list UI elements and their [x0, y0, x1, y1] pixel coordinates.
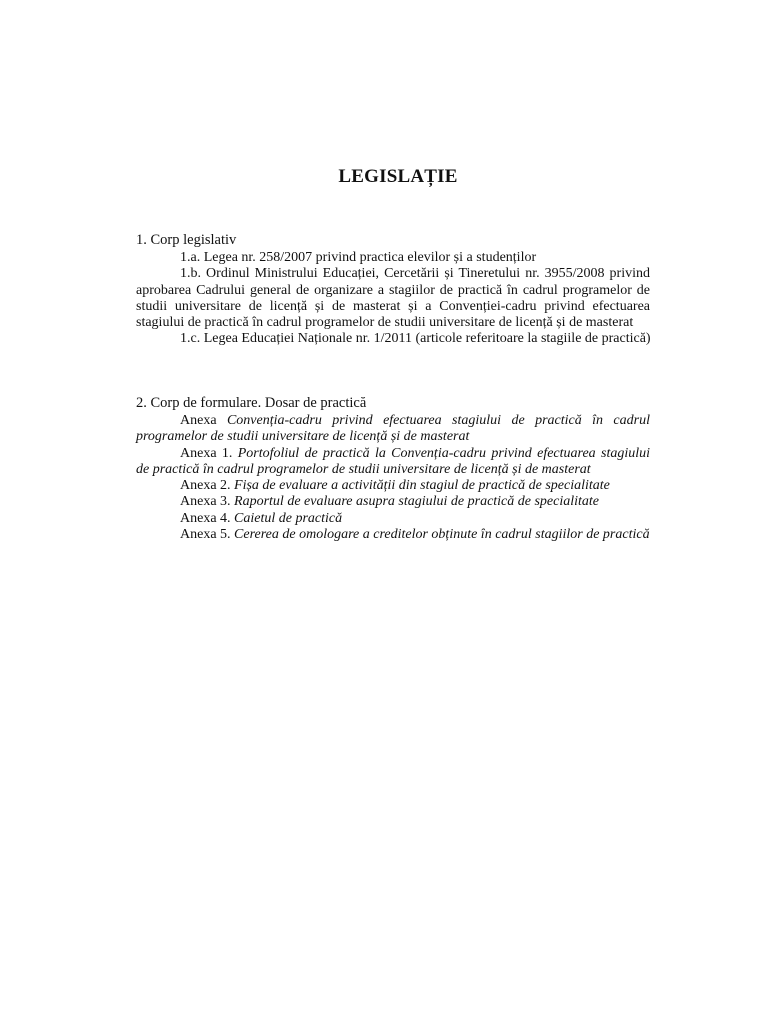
section-heading: 2. Corp de formulare. Dosar de practică [136, 395, 367, 411]
section-heading: 1. Corp legislativ [136, 232, 237, 248]
annex-title: Fișa de evaluare a activității din stagiul de practică de specialitate [234, 478, 610, 494]
page-title: LEGISLAȚIE [338, 166, 458, 187]
legislation-item: 1.c. Legea Educației Naționale nr. 1/2011 (articole referitoare la stagiile de practică) [180, 331, 651, 347]
legislation-item: 1.a. Legea nr. 258/2007 privind practica elevilor și a studenților [180, 250, 537, 265]
annex-item [136, 446, 650, 479]
annex-title: Cererea de omologare a creditelor obținute în cadrul stagiilor de practică [234, 527, 650, 543]
annex-label: Anexa 2. [180, 478, 231, 494]
annex-item [136, 494, 650, 510]
annex-title: Raportul de evaluare asupra stagiului de practică de specialitate [234, 494, 600, 510]
section-legislative-body [136, 231, 650, 348]
annex-label: Anexa 4. [180, 510, 231, 526]
section-forms-body [136, 394, 650, 543]
annex-label: Anexa 5. [180, 527, 231, 543]
annex-item [136, 527, 650, 543]
annex-label: Anexa 1. [180, 445, 233, 461]
annex-item [136, 413, 650, 446]
legislation-item: 1.b. Ordinul Ministrului Educației, Cercetării și Tineretului nr. 3955/2008 privind aprobarea Cadrului general de organizare a stagiilor de practică în cadrul programelor de studii universitare de licență și de masterat și a Convenției-cadru privind efectuarea stagiului de practică în cadrul programelor de studii universitare de licență și de masterat [136, 266, 650, 331]
annex-label: Anexa 3. [180, 494, 231, 510]
annex-title: Convenția-cadru privind efectuarea stagiului de practică în cadrul programelor de studii universitare de licență și de masterat [136, 413, 650, 445]
annex-label: Anexa [180, 413, 217, 428]
annex-item [136, 478, 650, 494]
annex-item [136, 511, 650, 527]
annex-title: Caietul de practică [234, 510, 343, 526]
annex-title: Portofoliul de practică la Convenția-cadru privind efectuarea stagiului de practică în cadrul programelor de studii universitare de licență și de masterat [136, 445, 650, 477]
